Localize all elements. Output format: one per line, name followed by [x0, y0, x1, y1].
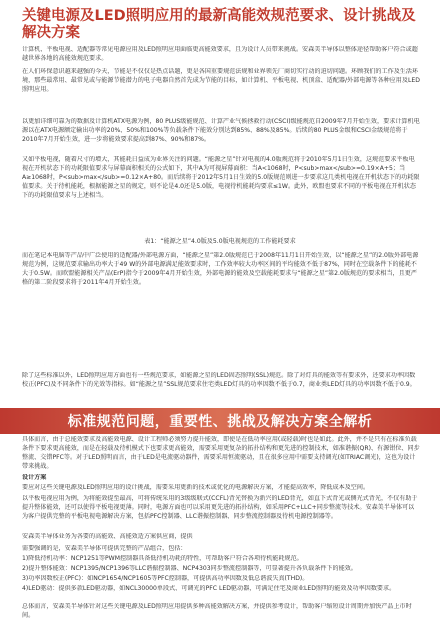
- article-title: 关键电源及LED照明应用的最新高能效规范要求、设计挑战及解决方案: [22, 8, 416, 41]
- table-caption: 表1：“能源之星”4.0版及5.0版电视规范的工作能耗要求: [144, 238, 296, 245]
- section-heading: 设计方案: [22, 474, 47, 481]
- paragraph-tv-solution: 以平板电视应用为例，为将能效提至最高，可将传统采用的3级级联式(CCFL)背光替换为新兴的LED背光，如直下式背光或侧光式背光，不仅有助于提升整体能效，还可以使得平板电视更薄。同时，电源方面也可以采用更先进的拓扑结构，如采用PFC+LLC+同步整流等技术。安森美半导体可以为客户提供完整的平板电视电源解决方案，包括PFC控制器、LLC谐振控制器、同步整流控制器及待机电源控制器等。: [22, 495, 418, 520]
- paragraph-intro: 计算机、平板电视、适配器等常见电源应用及LED照明应用面临更高能效要求，且为设计人员带来挑战。安森美半导体以整体途径帮助客户符合或超越世界各地的高能效规范要求。: [22, 46, 418, 62]
- paragraph-solution-intro: 要应对这些关键电源及LED照明应用的设计挑战，需要采用更新的技术或优化的电源解决方案，才能提高效率，降低成本及空间。: [22, 484, 370, 491]
- list-item-standby: 1)降低待机功率：NCP1251等PWM控制器具备低待机功耗的特性，可帮助客户符合各项待机能耗规范。: [22, 555, 303, 562]
- paragraph-adapter: 而在笔记本电脑等产品中广泛使用的适配器/外部电源方面，“能源之星”第2.0版规范已于2008年11月1日开始生效，以“能源之星”的2.0版外部电源规范为例，这规范要求输出功率大于49 W的外部电源满足能效要求时，工作效率较大功率区间的平均能效不低于87%，同时在空载条件下的能耗不大于0.5W。而欧盟能源相关产品(ErP)指令于2009年4月开始生效，外部电源的能效及空载能耗要求与“能源之星”第2.0版规范的要求相当，且更严格的第二阶段要求将于2011年4月开始生效。: [22, 252, 419, 286]
- paragraph-atx: 以更加详细可靠为的数据及计算机ATX电源为例，80 PLUS级能规范、计算产业气候拯救行动(CSCI)级能规范自2009年7月开始生效，要求计算机电源以在ATX电源额定输出功率的20%、50%和100%等负载条件下能效分别达到85%、88%及85%。后续的80 PLUS金级和CSCI金级规范将于2010年7月开始生效，进一步将能效要求提高到87%、90%和87%。: [22, 118, 420, 143]
- list-item-led-driver: 4)LED驱动：提供多款LED驱动器，如NCL30000单段式、可调光的PFC LED驱动器，可满足住宅及商业LED照明的能效及功率因数要求。: [22, 585, 396, 592]
- list-item-efficiency: 2)提升整体能效：NCP1395/NCP1396等LLC谐振控制器、NCP4303同步整流控制器等，可显著提升各负载条件下的能效。: [22, 565, 357, 572]
- paragraph-conclusion: 总体而言，安森美半导体针对这些关键电源及LED照明应用提供多种高能效解决方案，并提供参考设计，帮助客户缩短设计周期并加快产品上市时间。: [22, 603, 412, 619]
- paragraph-portfolio: 需要强调的是，安森美半导体可提供完整的产品组合，包括：: [22, 545, 187, 552]
- paragraph-background: 在人们环保意识越来越强的今天，节能是不仅仅是热点话题，更是各国重要规范法规和业界领先厂商切实行动的迫切问题。环顾我们的工作及生活环境，那些最常用、最常见或与能源节能潜力的电子电器自然首先成为节能的目标，如计算机、平板电视、机顶盒、适配器/外部电源等各种应用及LED照明应用。: [22, 68, 420, 93]
- paragraph-tv: 又如平板电视，随着尺寸的增大，其能耗日益成为业界关注的问题。“能源之星”针对电视的4.0版规范将于2010年5月1日生效，这规范要求平板电视在开机状态下的功耗限值要求与屏幕面积相关的公式如下，其中A为可视屏幕面积：当A<1068时，P<sub>max</sub>=0.19×A+5；当A≥1068时，P<sub>max</sub>=0.12×A+80。而后续将于2012年5月1日生效的5.0版规范则进一步要求这几类机电视在开机状态下的功耗限值要求。关于待机能耗，根据能源之星的规定，则不论是4.0还是5.0版，电视待机能耗均要求≤1W。此外，欧盟也要求不同的平板电视在开机状态下的功耗限值要求与上述相当。: [22, 156, 420, 199]
- banner-text: 标准规范问题，重要性、挑战及解决方案全解析: [67, 414, 373, 430]
- list-item-pfc: 3)功率因数校正(PFC)：如NCP1654/NCP1605等PFC控制器，可提供高功率因数及低总谐波失真(THD)。: [22, 575, 309, 582]
- paragraph-challenges: 具体而言，由于总能效要求及高能效电源、设计工程师必须努力提升能效，即使是在低功率应用(或轻载)时也是如此。此外，并不是只有在标准负载条件下要求更高能效，而是在轻载及待机模式下也要求更高能效，需要采用更复杂的拓扑结构和更先进的控制技术，如准谐振(QR)、有源钳位、同步整流、交错PFC等。对于LED照明而言，由于LED是电流驱动器件，需要采用恒流驱动，且在很多应用中需要支持调光(如TRIAC调光)，这也为设计带来挑战。: [22, 436, 420, 470]
- overlay-banner: [0, 408, 440, 434]
- paragraph-led: 除了这些标准以外，LED照明应用方面也有一些规范要求，如能源之星的LED固态照明(SSL)规范。除了对灯具的能效等有要求外，还要求功率因数校正(PFC)及不同条件下的光效等指标。如“能源之星”SSL规范要求住宅类LED灯具的功率因数不低于0.7，商业类LED灯具的功率因数不低于0.9。: [22, 372, 416, 388]
- paragraph-supplier: 安森美半导体业务为各要的高能效、高能效适方案供应商，提供: [22, 533, 193, 540]
